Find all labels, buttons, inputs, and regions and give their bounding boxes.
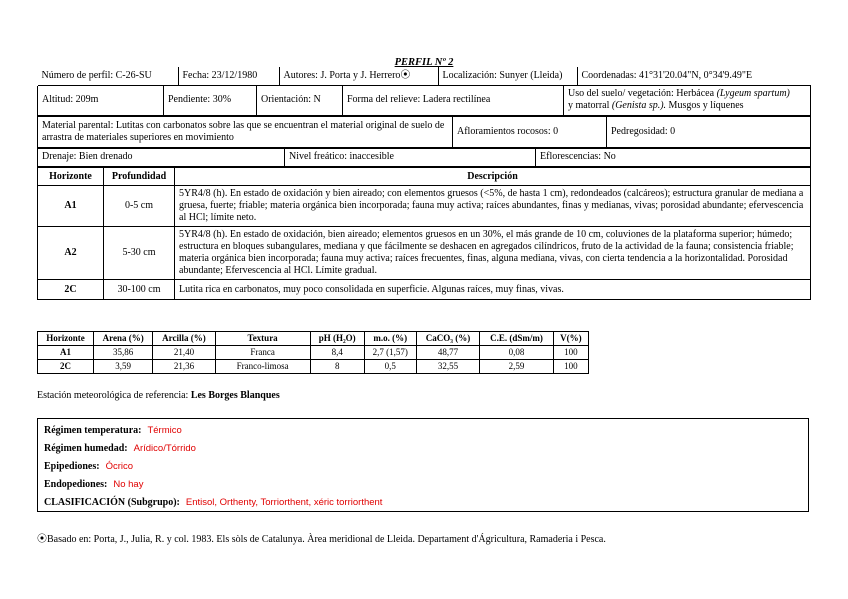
lab-header-mo: m.o. (%) [364,332,416,346]
footnote: ⦿Basado en: Porta, J., Julia, R. y col. 1983. Els sòls de Catalunya. Àrea meridional de Lleida. Departament d'Ágricultura, Ramaderia i Pesca. [37,534,606,545]
classification-box [37,418,809,512]
lab-cell: 8 [310,360,364,374]
lab-cell: 0,5 [364,360,416,374]
lab-cell: 0,08 [480,346,554,360]
lab-cell: Franca [215,346,310,360]
lab-cell: 21,36 [153,360,215,374]
lab-cell: 32,55 [416,360,479,374]
altitud: Altitud: 209m [38,86,164,116]
horizon-name: A2 [38,227,104,280]
lab-cell: 3,59 [94,360,153,374]
localizacion: Localización: Sunyer (Lleida) [438,67,577,85]
nivel-freatico: Nivel freático: inaccesible [285,149,536,167]
horizon-row [38,186,811,227]
profile-table [37,67,811,300]
lab-row [38,360,589,374]
lab-cell: 8,4 [310,346,364,360]
lab-cell: 48,77 [416,346,479,360]
pendiente: Pendiente: 30% [164,86,257,116]
header-horizonte: Horizonte [38,168,104,186]
coordenadas: Coordenadas: 41°31'20.04"N, 0°34'9.49"E [577,67,811,85]
lab-table [37,331,589,374]
temperature-regime: Régimen temperatura: Térmico [44,425,182,436]
lab-cell: 35,86 [94,346,153,360]
autores: Autores: J. Porta y J. Herrero⦿ [279,67,438,85]
horizon-depth: 30-100 cm [104,280,175,300]
horizon-description: 5YR4/8 (h). En estado de oxidación y bien aireado; con elementos gruesos (<5%, de hasta 1 cm), redondeados (calcáreos); estructura granular de mediana a gruesa, fuerte; friable; materia orgánica bien incorporada; fauna muy activa; raíces abundantes, finas y medianas, vivas; porosidad abundante; efervescencia al HCl; límite neto. [175,186,811,227]
lab-cell: 2C [38,360,94,374]
lab-cell: 2,59 [480,360,554,374]
endopedons: Endopediones: No hay [44,479,144,490]
lab-header-caco3: CaCO₃ (%) [416,332,479,346]
horizon-description: 5YR4/8 (h). En estado de oxidación, bien aireado; elementos gruesos en un 30%, el más grande de 10 cm, coluviones de la plataforma superior; húmedo; estructura en bloques subangulares, mediana y que fácilmente se deshacen en agregados cilíndricos, fruto de la actividad de la fauna; consistencia friable; materia orgánica bien incorporada; fauna muy activa; raíces frecuentes, finas, alguna mediana, vivas, con cierta tendencia a la horizontalidad. Porosidad abundante; Efervescencia al HCl. Límite gradual. [175,227,811,280]
lab-cell: 21,40 [153,346,215,360]
horizon-depth: 5-30 cm [104,227,175,280]
drenaje: Drenaje: Bien drenado [38,149,285,167]
horizon-description: Lutita rica en carbonatos, muy poco consolidada en superficie. Algunas raíces, muy finas, vivas. [175,280,811,300]
lab-cell: A1 [38,346,94,360]
lab-cell: Franco-limosa [215,360,310,374]
station: Estación meteorológica de referencia: Les Borges Blanques [37,390,280,401]
lab-header-textura: Textura [215,332,310,346]
header-descripcion: Descripción [175,168,811,186]
classification-subgroup: CLASIFICACIÓN (Subgrupo): Entisol, Orthenty, Torriorthent, xéric torriorthent [44,497,383,508]
page-title: PERFIL Nº 2 [394,57,454,68]
lab-header-ce: C.E. (dSm/m) [480,332,554,346]
pedregosidad: Pedregosidad: 0 [607,117,811,147]
humidity-regime: Régimen humedad: Arídico/Tórrido [44,443,196,454]
lab-header-arcilla: Arcilla (%) [153,332,215,346]
perfil-number: Número de perfil: C-26-SU [38,67,179,85]
fecha: Fecha: 23/12/1980 [178,67,279,85]
lab-header-arena: Arena (%) [94,332,153,346]
orientacion: Orientación: N [257,86,343,116]
horizon-row [38,227,811,280]
lab-header-ph: pH (H₂O) [310,332,364,346]
header-profundidad: Profundidad [104,168,175,186]
lab-header-v: V(%) [553,332,588,346]
lab-cell: 100 [553,360,588,374]
horizon-name: A1 [38,186,104,227]
lab-header-horizonte: Horizonte [38,332,94,346]
forma-relieve: Forma del relieve: Ladera rectilínea [343,86,564,116]
uso-suelo: Uso del suelo/ vegetación: Herbácea (Lygeum spartum) y matorral (Genista sp.). Musgos y líquenes [564,86,811,116]
epipedons: Epipediones: Ócrico [44,461,134,472]
lab-cell: 100 [553,346,588,360]
afloramientos: Afloramientos rocosos: 0 [453,117,607,147]
lab-row [38,346,589,360]
horizon-row [38,280,811,300]
horizon-name: 2C [38,280,104,300]
lab-cell: 2,7 (1,57) [364,346,416,360]
horizon-depth: 0-5 cm [104,186,175,227]
material-parental: Material parental: Lutitas con carbonatos sobre las que se encuentran el material original de suelo de arrastra de materiales superiores en movimiento [38,117,453,147]
eflorescencias: Eflorescencias: No [536,149,811,167]
